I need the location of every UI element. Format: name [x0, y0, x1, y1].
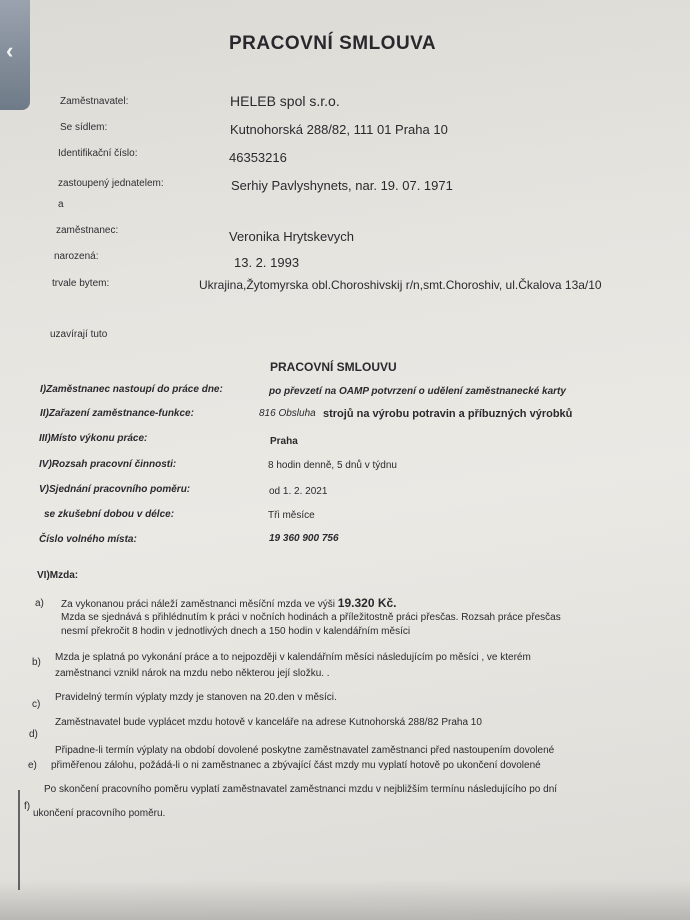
term-position-label: II)Zařazení zaměstnance-funkce: — [40, 408, 194, 419]
id-label: Identifikační číslo: — [58, 148, 138, 159]
wage-item-e-letter: e) — [28, 760, 37, 771]
wage-item-f-line1: Po skončení pracovního poměru vyplatí zaměstnavatel zaměstnanci mzdu v nejbližším termínu následujícího po dní — [44, 784, 558, 795]
seat-value: Kutnohorská 288/82, 111 01 Praha 10 — [230, 122, 448, 137]
wage-item-e-line2: přiměřenou zálohu, požádá-li o ni zaměstnanec a zbývající část mzdy mu vyplatí hotově po ukončení dovolené — [51, 760, 541, 771]
employee-label: zaměstnanec: — [56, 225, 119, 236]
term-start-label: I)Zaměstnanec nastoupí do práce dne: — [40, 384, 223, 395]
wage-item-b-line1: Mzda je splatná po vykonání práce a to nejpozději v kalendářním měsíci následujícím po měsíci , ve kterém — [55, 652, 531, 663]
term-position-code: 816 Obsluha — [259, 408, 316, 419]
concluding-text: uzavírají tuto — [50, 329, 108, 340]
term-probation-label: se zkušební dobou v délce: — [44, 509, 175, 520]
term-vacancy-value: 19 360 900 756 — [269, 533, 339, 544]
binder-arrow-icon — [6, 40, 22, 62]
wage-amount: 19.320 Kč. — [337, 596, 397, 610]
wage-item-a-line3: nesmí překročit 8 hodin v jednotlivých dnech a 150 hodin v kalendářním měsíci — [61, 626, 411, 637]
residence-value: Ukrajina,Žytomyrska obl.Choroshivskij r/n,smt.Choroshiv, ul.Čkalova 13a/10 — [199, 278, 602, 292]
and-connector: a — [58, 199, 64, 210]
wage-item-e-line1: Připadne-li termín výplaty na období dovolené poskytne zaměstnavatel zaměstnanci před nastoupením dovolené — [55, 745, 555, 756]
wage-item-b-line2: zaměstnanci vznikl nárok na mzdu nebo některou její složku. . — [55, 668, 330, 679]
employer-label: Zaměstnavatel: — [60, 96, 129, 107]
contract-subtitle: PRACOVNÍ SMLOUVU — [270, 360, 397, 374]
wage-item-b-letter: b) — [32, 657, 41, 668]
wage-item-f-line2: ukončení pracovního poměru. — [33, 808, 166, 819]
term-employment-label: V)Sjednání pracovního poměru: — [39, 484, 191, 495]
term-start-value: po převzetí na OAMP potvrzení o udělení zaměstnanecké karty — [269, 386, 566, 397]
representative-label: zastoupený jednatelem: — [58, 178, 164, 189]
employer-value: HELEB spol s.r.o. — [230, 93, 340, 109]
wage-item-d-letter: d) — [29, 729, 38, 740]
wage-item-c-line1: Pravidelný termín výplaty mzdy je stanoven na 20.den v měsíci. — [55, 692, 337, 703]
wage-item-a-letter: a) — [35, 598, 44, 609]
term-position-value: strojů na výrobu potravin a příbuzných výrobků — [323, 408, 573, 420]
wage-item-a-line1 — [61, 596, 397, 612]
wage-item-d-line1: Zaměstnavatel bude vyplácet mzdu hotově v kanceláře na adrese Kutnohorská 288/82 Praha 10 — [55, 717, 482, 728]
id-value: 46353216 — [229, 150, 287, 165]
residence-label: trvale bytem: — [52, 278, 110, 289]
term-scope-value: 8 hodin denně, 5 dnů v týdnu — [268, 460, 397, 471]
employee-value: Veronika Hrytskevych — [229, 229, 354, 244]
wage-item-a-line2: Mzda se sjednává s přihlédnutím k práci v nočních hodinách a příležitostně práci přesčas. Rozsah práce přesčas — [61, 612, 561, 623]
folder-binder — [0, 0, 30, 110]
wage-item-a-text: Za vykonanou práci náleží zaměstnanci měsíční mzda ve výši — [61, 599, 336, 610]
term-vacancy-label: Číslo volného místa: — [39, 534, 137, 545]
term-probation-value: Tři měsíce — [268, 510, 315, 521]
term-employment-value: od 1. 2. 2021 — [269, 486, 328, 497]
representative-value: Serhiy Pavlyshynets, nar. 19. 07. 1971 — [231, 178, 453, 193]
bottom-shadow — [0, 880, 690, 920]
wage-item-c-letter: c) — [32, 699, 41, 710]
document-title: PRACOVNÍ SMLOUVA — [229, 33, 437, 54]
seat-label: Se sídlem: — [60, 122, 108, 133]
wage-heading: VI)Mzda: — [37, 570, 79, 581]
wage-item-f-letter: f) — [24, 801, 31, 812]
pen-mark — [18, 790, 20, 890]
term-place-label: III)Místo výkonu práce: — [39, 433, 148, 444]
born-value: 13. 2. 1993 — [234, 255, 300, 270]
term-scope-label: IV)Rozsah pracovní činnosti: — [39, 459, 177, 470]
term-place-value: Praha — [270, 436, 298, 447]
born-label: narozená: — [54, 251, 99, 262]
